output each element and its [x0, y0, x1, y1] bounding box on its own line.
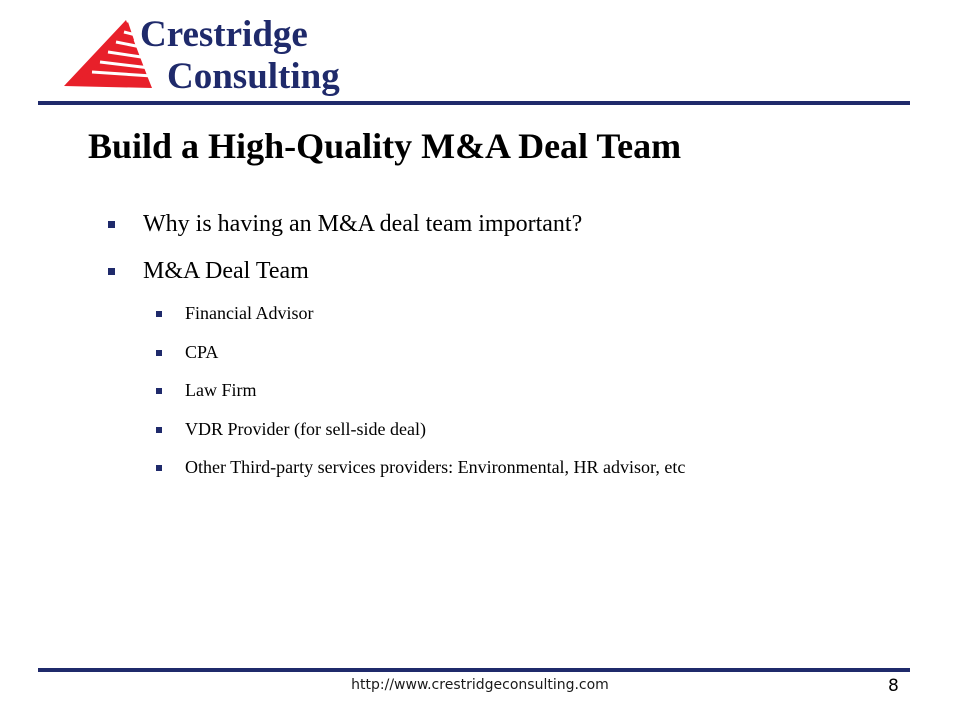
slide-title: Build a High-Quality M&A Deal Team — [88, 126, 682, 166]
sub-bullet-text: Other Third-party services providers: Environmental, HR advisor, etc — [185, 457, 686, 477]
sub-bullet-item — [185, 419, 426, 440]
bullet-item — [143, 258, 309, 285]
sub-bullet-item — [185, 303, 314, 324]
bullet-marker-icon — [156, 465, 162, 471]
header-divider — [38, 101, 910, 105]
sub-bullet-item — [185, 342, 218, 363]
page-number: 8 — [888, 676, 899, 696]
bullet-marker-icon — [108, 221, 115, 228]
bullet-text: M&A Deal Team — [143, 258, 309, 284]
bullet-marker-icon — [156, 388, 162, 394]
bullet-marker-icon — [156, 311, 162, 317]
logo-line-1: Crestridge — [140, 14, 308, 55]
sub-bullet-text: CPA — [185, 342, 219, 362]
bullet-item — [143, 211, 582, 238]
sub-bullet-text: Law Firm — [185, 380, 257, 400]
footer-divider — [38, 668, 910, 672]
sub-bullet-item — [185, 457, 685, 478]
logo-line-2: Consulting — [167, 56, 340, 97]
sub-bullet-text: Financial Advisor — [185, 303, 314, 323]
footer-url: http://www.crestridgeconsulting.com — [351, 677, 609, 693]
bullet-marker-icon — [156, 427, 162, 433]
sub-bullet-text: VDR Provider (for sell-side deal) — [185, 419, 426, 439]
bullet-marker-icon — [156, 350, 162, 356]
sub-bullet-item — [185, 380, 257, 401]
bullet-text: Why is having an M&A deal team important? — [143, 211, 583, 237]
bullet-marker-icon — [108, 268, 115, 275]
company-logo — [52, 12, 352, 98]
